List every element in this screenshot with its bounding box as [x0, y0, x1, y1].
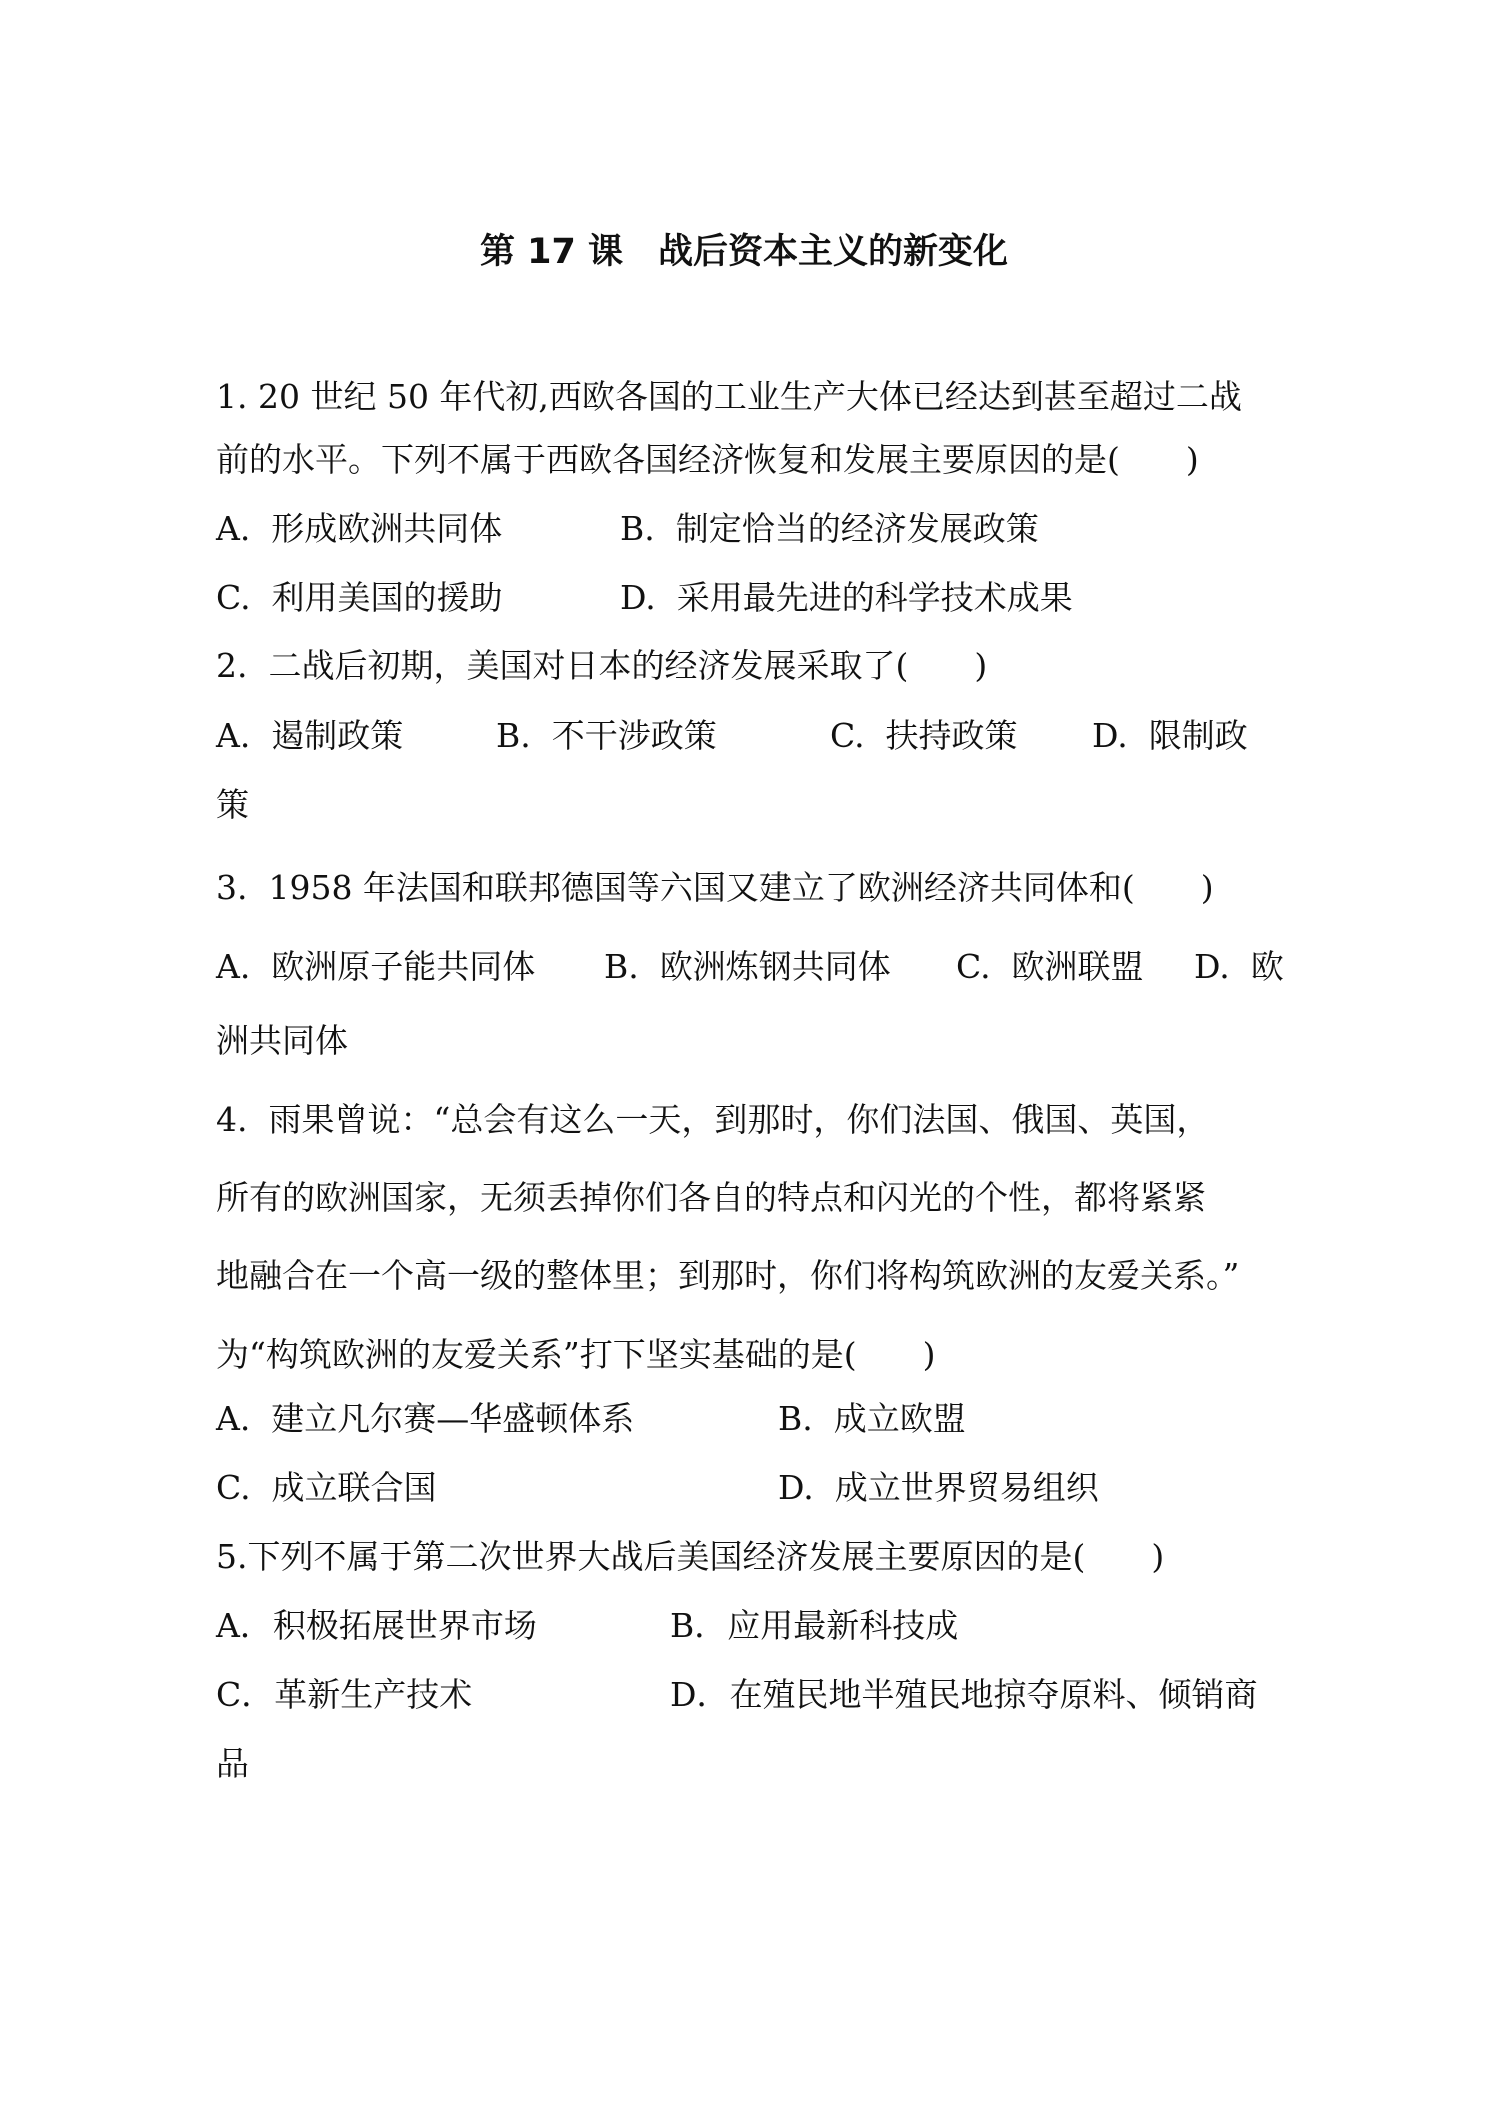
- question-1-option-d: D. 采用最先进的科学技术成果: [620, 578, 1073, 617]
- question-2-option-a: A. 遏制政策: [216, 716, 404, 755]
- question-1-option-c: C. 利用美国的援助: [216, 578, 503, 617]
- question-3-option-b: B. 欧洲炼钢共同体: [604, 947, 891, 986]
- question-1-line-2: 前的水平。下列不属于西欧各国经济恢复和发展主要原因的是( ): [216, 440, 1199, 479]
- question-1-option-a: A. 形成欧洲共同体: [216, 509, 503, 548]
- question-2-option-d-continued: 策: [216, 785, 249, 824]
- question-4-option-d: D. 成立世界贸易组织: [778, 1468, 1099, 1507]
- question-4-line-1: 4. 雨果曾说：“总会有这么一天，到那时，你们法国、俄国、英国，: [216, 1100, 1210, 1139]
- question-2-line-1: 2. 二战后初期，美国对日本的经济发展采取了( ): [216, 646, 988, 685]
- page-title: 第 17 课 战后资本主义的新变化: [479, 232, 1009, 272]
- question-2-option-b: B. 不干涉政策: [496, 716, 717, 755]
- question-5-option-d-continued: 品: [216, 1744, 249, 1783]
- question-4-line-2: 所有的欧洲国家，无须丢掉你们各自的特点和闪光的个性，都将紧紧: [216, 1178, 1206, 1217]
- question-3-option-c: C. 欧洲联盟: [956, 947, 1144, 986]
- question-4-line-4: 为“构筑欧洲的友爱关系”打下坚实基础的是( ): [216, 1335, 936, 1374]
- question-4-line-3: 地融合在一个高一级的整体里；到那时，你们将构筑欧洲的友爱关系。”: [216, 1256, 1240, 1295]
- question-4-option-b: B. 成立欧盟: [778, 1399, 966, 1438]
- question-3-option-d: D. 欧: [1194, 947, 1284, 986]
- question-2-option-c: C. 扶持政策: [830, 716, 1018, 755]
- question-5-option-d: D．在殖民地半殖民地掠夺原料、倾销商: [670, 1675, 1258, 1714]
- question-5-option-b: B．应用最新科技成: [670, 1606, 959, 1645]
- question-1-line-1: 1. 20 世纪 50 年代初,西欧各国的工业生产大体已经达到甚至超过二战: [216, 377, 1242, 416]
- question-4-option-c: C. 成立联合国: [216, 1468, 437, 1507]
- question-5-option-c: C．革新生产技术: [216, 1675, 473, 1714]
- question-3-option-d-continued: 洲共同体: [216, 1021, 348, 1060]
- question-2-option-d: D. 限制政: [1092, 716, 1248, 755]
- question-5-line-1: 5.下列不属于第二次世界大战后美国经济发展主要原因的是( ): [216, 1537, 1165, 1576]
- question-5-option-a: A．积极拓展世界市场: [216, 1606, 537, 1645]
- question-3-line-1: 3. 1958 年法国和联邦德国等六国又建立了欧洲经济共同体和( ): [216, 868, 1214, 907]
- question-1-option-b: B. 制定恰当的经济发展政策: [620, 509, 1039, 548]
- question-3-option-a: A. 欧洲原子能共同体: [216, 947, 536, 986]
- question-4-option-a: A. 建立凡尔赛—华盛顿体系: [216, 1399, 635, 1438]
